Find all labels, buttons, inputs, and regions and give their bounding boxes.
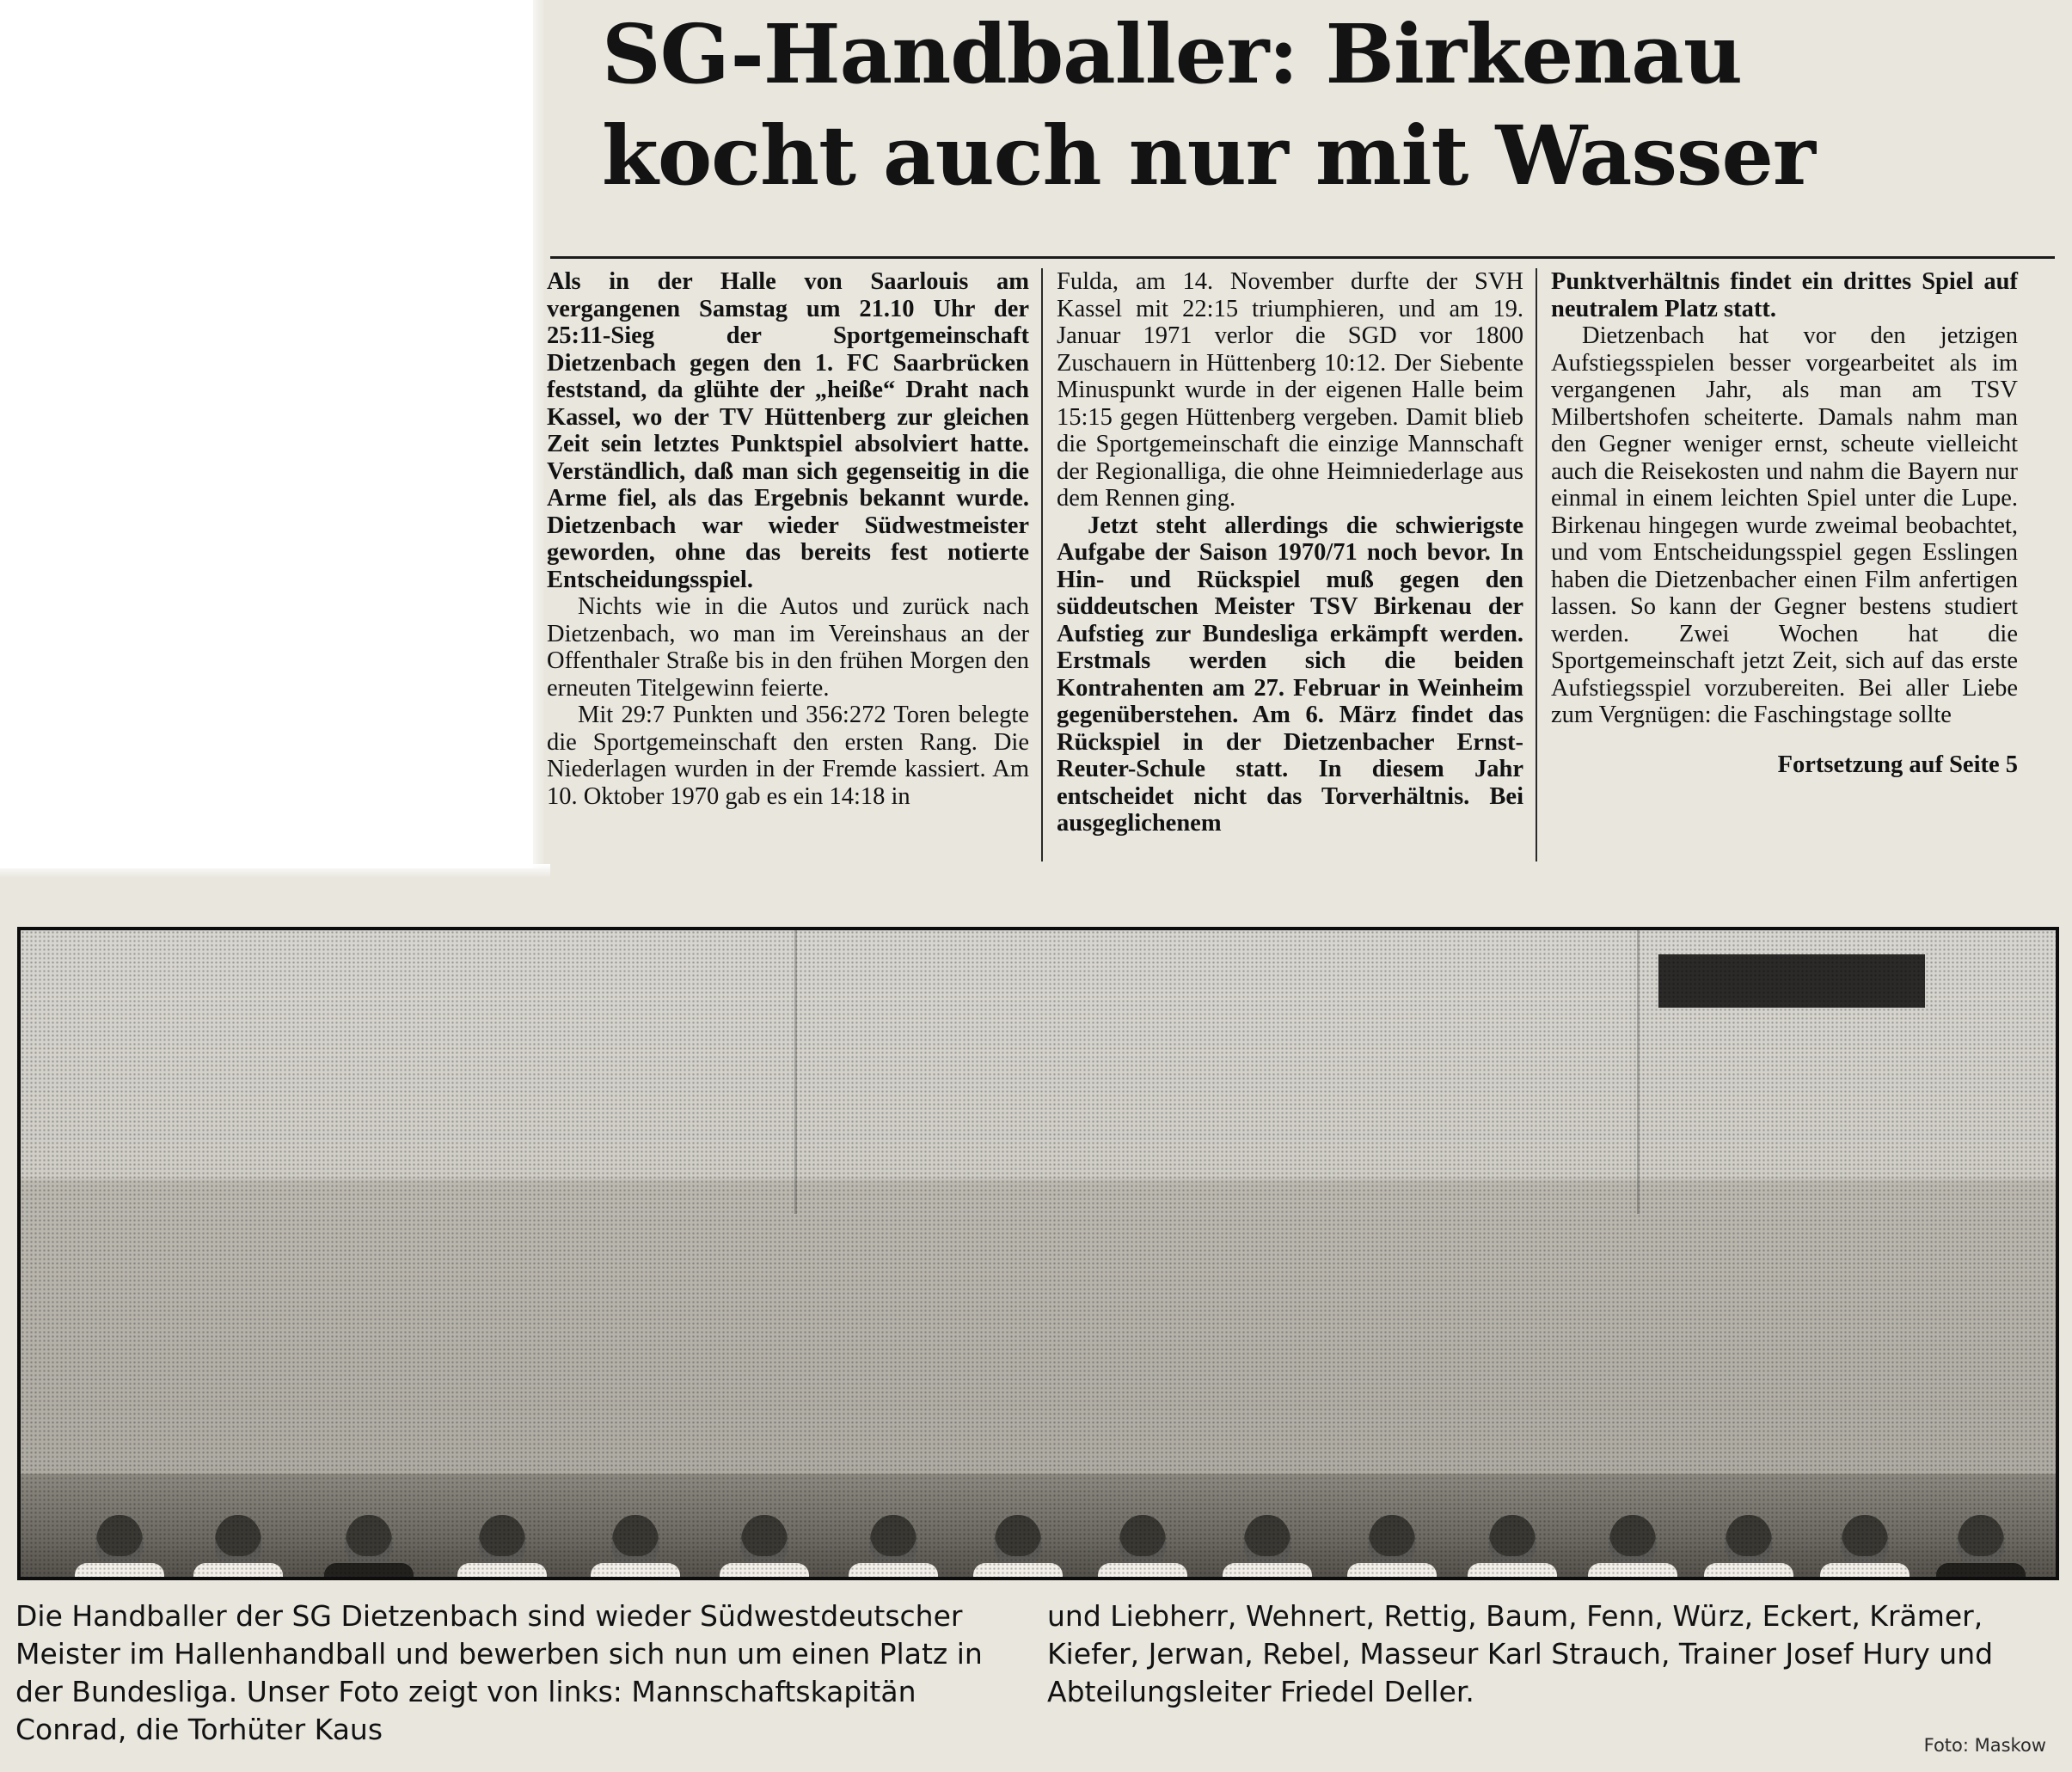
player-torso [1098,1563,1187,1577]
player-torso [75,1563,164,1577]
player-torso [1468,1563,1557,1577]
headline-rule [550,256,2055,259]
player-head-icon [995,1515,1041,1568]
paragraph: Dietzenbach hat vor den jetzigen Aufstiegsspielen besser vorgearbeitet als im vergangenen Jahr, als man am TSV Milbertshofen scheiterte. Damals nahm man den Gegner weniger ernst, scheute vielleicht auch die Reisekosten und nahm die Bayern nur einmal in einem leichten Spiel unter die Lupe. Birkenau hingegen wurde zweimal beobachtet, und vom Entscheidungsspiel gegen Esslingen haben die Dietzenbacher einen Film anfertigen lassen. So kann der Gegner bestens studiert werden. Zwei Wochen hat die Sportgemeinschaft jetzt Zeit, sich auf das erste Aufstiegsspiel vorzubereiten. Bei aller Liebe zum Vergnügen: die Faschingstage sollte [1551,322,2018,728]
player-head-icon [96,1515,143,1568]
team-photo [21,930,2056,1577]
paragraph: Als in der Halle von Saarlouis am vergangenen Samstag um 21.10 Uhr der 25:11-Sieg der Sportgemeinschaft Dietzenbach gegen den 1. FC Saarbrücken feststand, da glühte der „heiße“ Draht nach Kassel, wo der TV Hüttenberg zur gleichen Zeit sein letztes Punktspiel absolviert hatte. Verständlich, daß man sich gegenseitig in die Arme fiel, als das Ergebnis bekannt wurde. Dietzenbach war wieder Südwestmeister geworden, ohne das bereits fest notierte Entscheidungsspiel. [547,268,1029,593]
article-column-2 [1041,268,1536,861]
player-torso [193,1563,283,1577]
player-torso [457,1563,547,1577]
caption-column-left: Die Handballer der SG Dietzenbach sind wieder Südwestdeutscher Meister im Hallenhandball und bewerben sich nun um einen Platz in der Bundesliga. Unser Foto zeigt von links: Mannschaftskapitän Conrad, die Torhüter Kaus [15,1599,983,1746]
clipping-edge-bottom-left [0,864,550,878]
team-photo-frame [17,927,2059,1580]
photo-credit: Foto: Maskow [1923,1735,2046,1756]
clipping-edge-left [526,0,545,868]
player-head-icon [741,1515,788,1568]
player-head-icon [479,1515,525,1568]
photo-caption [15,1597,2053,1749]
paragraph: Nichts wie in die Autos und zurück nach Dietzenbach, wo man im Vereinshaus an der Offenthaler Straße bis in den frühen Morgen den erneuten Titelgewinn feierte. [547,593,1029,702]
player-torso [1223,1563,1312,1577]
player-head-icon [215,1515,261,1568]
team-row [38,990,2041,1541]
player-torso [1588,1563,1677,1577]
player-torso [973,1563,1063,1577]
continuation-note: Fortsetzung auf Seite 5 [1777,751,2018,778]
paragraph: Fulda, am 14. November durfte der SVH Kassel mit 22:15 triumphieren, und am 19. Januar 1971 verlor die SGD vor 1800 Zuschauern in Hüttenberg 10:12. Der Siebente Minuspunkt wurde in der eigenen Halle beim 15:15 gegen Hüttenberg vergeben. Damit blieb die Sportgemeinschaft die einzige Mannschaft der Regionalliga, die ohne Heimniederlage aus dem Rennen ging. [1057,268,1523,512]
paragraph: Punktverhältnis findet ein drittes Spiel auf neutralem Platz statt. [1551,268,2018,322]
player-torso [849,1563,938,1577]
player-torso [591,1563,680,1577]
article-column-3 [1536,268,2030,861]
headline-line-1: SG-Handballer: Birkenau [602,7,1742,102]
player-head-icon [1842,1515,1888,1568]
article-headline [602,7,2063,205]
player-torso [1704,1563,1793,1577]
player-head-icon [346,1515,392,1568]
player-torso [1820,1563,1910,1577]
player-torso [324,1563,414,1577]
article-body [547,268,2060,861]
paragraph: Mit 29:7 Punkten und 356:272 Toren belegte die Sportgemeinschaft den ersten Rang. Die Niederlagen wurden in der Fremde kassiert. Am 10. Oktober 1970 gab es ein 14:18 in [547,702,1029,810]
headline-line-2: kocht auch nur mit Wasser [602,108,1815,205]
paragraph: Jetzt steht allerdings die schwierigste Aufgabe der Saison 1970/71 noch bevor. In Hin- und Rückspiel muß gegen den süddeutschen Meister TSV Birkenau der Aufstieg zur Bundesliga erkämpft werden. Erstmals werden sich die beiden Kontrahenten am 27. Februar in Weinheim gegenüberstehen. Am 6. März findet das Rückspiel in der Dietzenbacher Ernst-Reuter-Schule statt. In diesem Jahr entscheidet nicht das Torverhältnis. Bei ausgeglichenem [1057,512,1523,837]
player-head-icon [1119,1515,1166,1568]
player-head-icon [1369,1515,1415,1568]
article-column-1 [547,268,1041,861]
player-head-icon [612,1515,659,1568]
player-head-icon [1958,1515,2004,1568]
player-torso [720,1563,809,1577]
player-torso [1936,1563,2026,1577]
player-head-icon [870,1515,916,1568]
player-head-icon [1489,1515,1536,1568]
player-head-icon [1726,1515,1772,1568]
caption-column-right: und Liebherr, Wehnert, Rettig, Baum, Fenn, Würz, Eckert, Krämer, Kiefer, Jerwan, Rebel, Masseur Karl Strauch, Trainer Josef Hury und Abteilungsleiter Friedel Deller. [1047,1599,1994,1708]
player-torso [1347,1563,1437,1577]
player-head-icon [1609,1515,1656,1568]
player-head-icon [1244,1515,1290,1568]
